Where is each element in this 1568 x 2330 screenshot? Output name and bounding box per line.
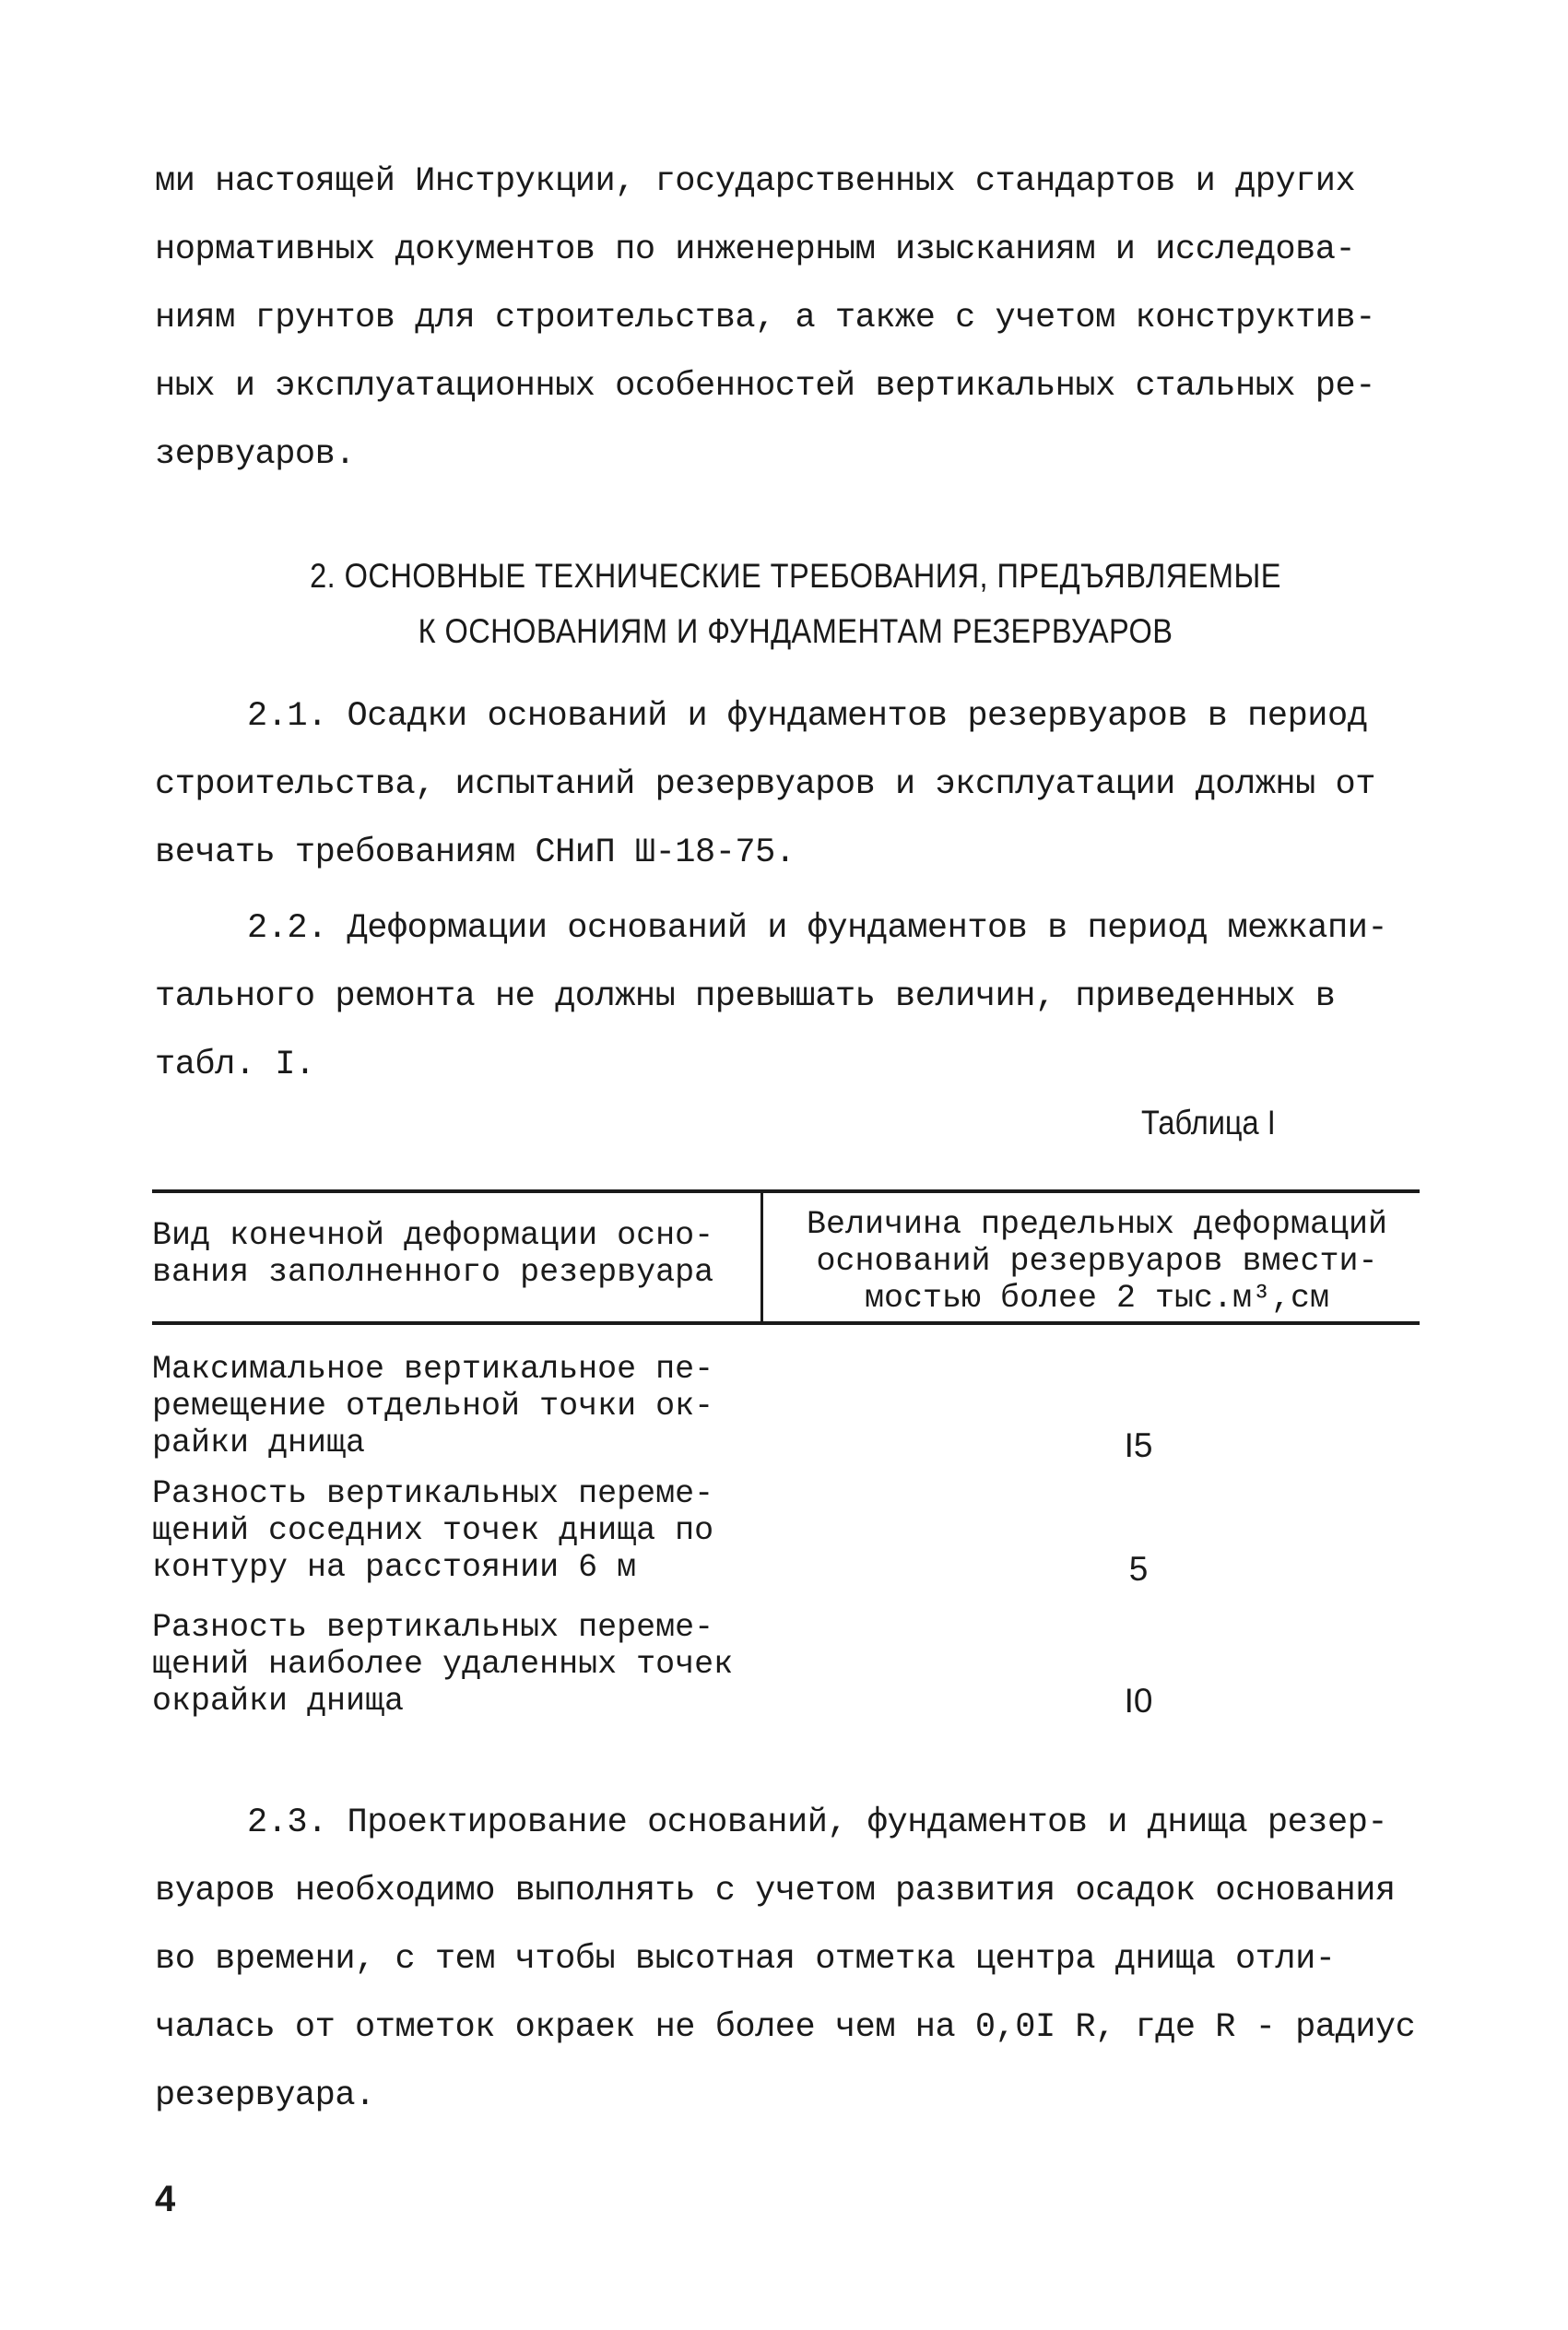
paragraph-2-1-line: строительства, испытаний резервуаров и эксплуатации должны от bbox=[155, 765, 1375, 804]
table-row-label-line: окрайки днища bbox=[152, 1683, 405, 1720]
intro-line: ниям грунтов для строительства, а также с учетом конструктив- bbox=[155, 299, 1375, 337]
intro-line: ных и эксплуатационных особенностей вертикальных стальных ре- bbox=[155, 367, 1375, 406]
paragraph-2-3-line: резервуара. bbox=[155, 2076, 375, 2115]
intro-line: нормативных документов по инженерным изысканиям и исследова- bbox=[155, 231, 1356, 269]
page-number: 4 bbox=[155, 2179, 176, 2219]
intro-line: зервуаров. bbox=[155, 435, 356, 474]
intro-line: ми настоящей Инструкции, государственных стандартов и других bbox=[155, 162, 1356, 201]
table-row-value: I5 bbox=[1124, 1426, 1153, 1464]
table-header-right-line: оснований резервуаров вмести- bbox=[816, 1243, 1378, 1280]
table-row-label-line: Разность вертикальных переме- bbox=[152, 1609, 714, 1646]
paragraph-2-2-line: 2.2. Деформации оснований и фундаментов в период межкапи- bbox=[247, 909, 1388, 948]
section-heading-line-1: 2. ОСНОВНЫЕ ТЕХНИЧЕСКИЕ ТРЕБОВАНИЯ, ПРЕДЪЯВЛЯЕМЫЕ bbox=[310, 557, 1281, 595]
intro-paragraph bbox=[155, 148, 1436, 489]
paragraph-2-3-line: вуаров необходимо выполнять с учетом развития осадок основания bbox=[155, 1872, 1396, 1910]
paragraph-2-3-line: чалась от отметок окраек не более чем на 0,0I R, где R - радиус bbox=[155, 2008, 1416, 2047]
table-column-divider bbox=[760, 1189, 763, 1324]
table-header-right-line: мостью более 2 тыс.м³,см bbox=[864, 1280, 1330, 1317]
paragraph-2-1 bbox=[155, 682, 1436, 887]
section-heading bbox=[231, 549, 1359, 659]
table-header-left bbox=[152, 1217, 751, 1291]
table-row-label-line: контуру на расстоянии 6 м bbox=[152, 1549, 637, 1586]
table-header-right bbox=[774, 1206, 1420, 1317]
paragraph-2-2-line: тального ремонта не должны превышать величин, приведенных в bbox=[155, 977, 1336, 1016]
table-row-label bbox=[152, 1351, 760, 1461]
table-row-label-line: Максимальное вертикальное пе- bbox=[152, 1351, 714, 1388]
table-caption: Таблица I bbox=[1141, 1104, 1276, 1141]
paragraph-2-2 bbox=[155, 894, 1436, 1099]
table-row-label-line: райки днища bbox=[152, 1425, 366, 1461]
table-header-left-line: вания заполненного резервуара bbox=[152, 1254, 714, 1291]
table-row-value: 5 bbox=[1128, 1550, 1149, 1588]
table-row-label-line: щений соседних точек днища по bbox=[152, 1512, 714, 1549]
table-row-label-line: щений наиболее удаленных точек bbox=[152, 1646, 734, 1683]
section-heading-line-2: К ОСНОВАНИЯМ И ФУНДАМЕНТАМ РЕЗЕРВУАРОВ bbox=[418, 612, 1173, 650]
table-header-right-line: Величина предельных деформаций bbox=[806, 1206, 1388, 1243]
paragraph-2-3 bbox=[155, 1789, 1436, 2130]
paragraph-2-1-line: 2.1. Осадки оснований и фундаментов резервуаров в период bbox=[247, 697, 1368, 736]
paragraph-2-1-line: вечать требованиям СНиП Ш-18-75. bbox=[155, 834, 796, 872]
table-row-value: I0 bbox=[1124, 1682, 1153, 1720]
table-header-rule bbox=[152, 1321, 1420, 1325]
table-row-label-line: Разность вертикальных переме- bbox=[152, 1475, 714, 1512]
paragraph-2-3-line: 2.3. Проектирование оснований, фундаментов и днища резер- bbox=[247, 1804, 1388, 1842]
table-row-label bbox=[152, 1475, 760, 1586]
table-row-label-line: ремещение отдельной точки ок- bbox=[152, 1388, 714, 1425]
table-header-left-line: Вид конечной деформации осно- bbox=[152, 1217, 714, 1254]
table-row-label bbox=[152, 1609, 760, 1720]
paragraph-2-3-line: во времени, с тем чтобы высотная отметка центра днища отли- bbox=[155, 1940, 1336, 1979]
table-top-rule bbox=[152, 1189, 1420, 1193]
paragraph-2-2-line: табл. I. bbox=[155, 1046, 315, 1084]
